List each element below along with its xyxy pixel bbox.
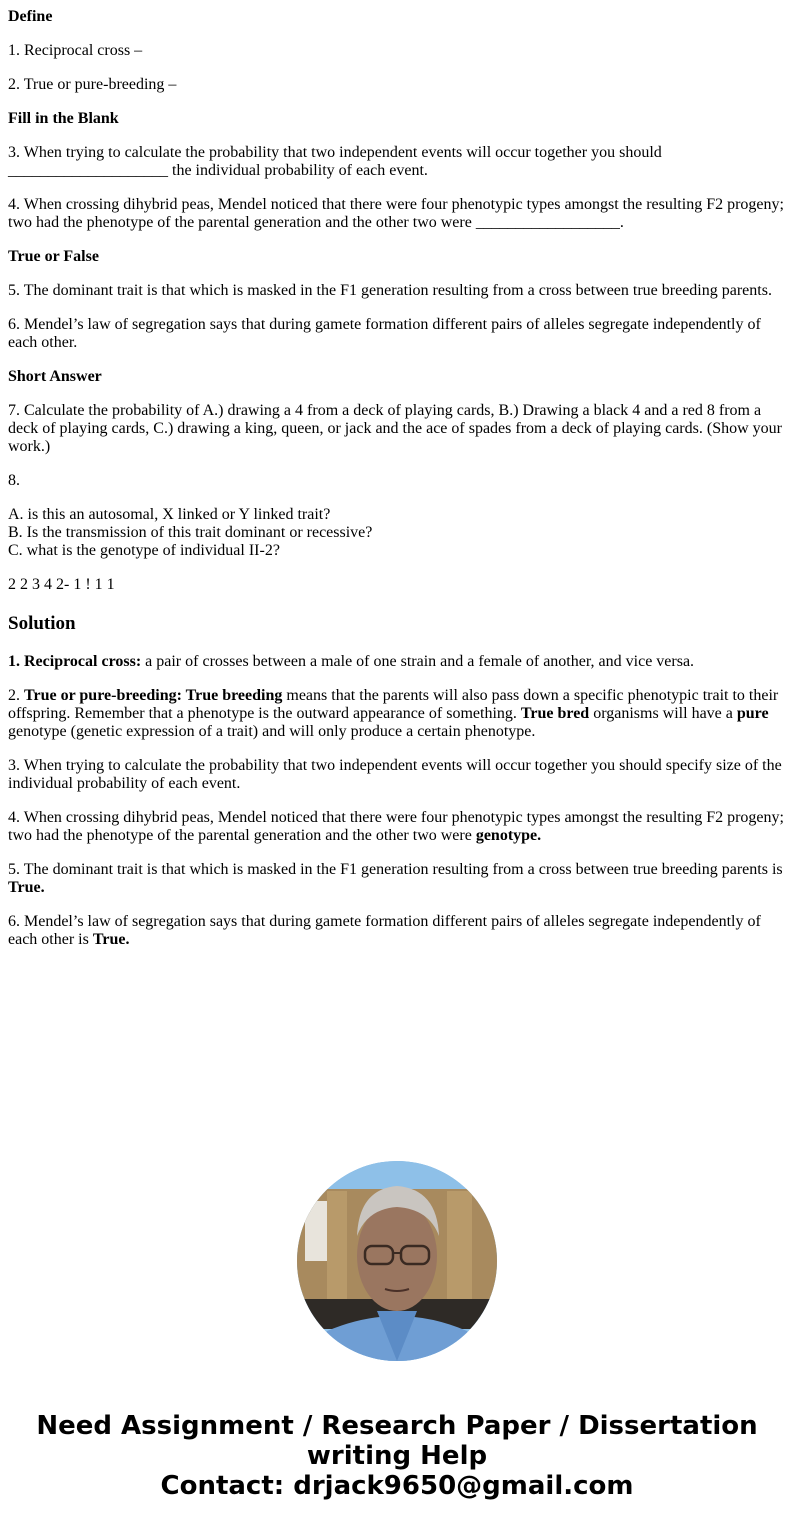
promo-text	[0, 1411, 794, 1501]
question-3	[8, 144, 786, 180]
answer-4-answer: genotype.	[475, 827, 542, 844]
promo-line-2: writing Help	[306, 1441, 488, 1471]
answer-5	[8, 861, 786, 897]
question-4	[8, 196, 786, 232]
answer-2-bold-true-bred: True bred	[520, 705, 590, 722]
answer-1-text: a pair of crosses between a male of one strain and a female of another, and vice versa.	[141, 653, 695, 670]
question-7: 7. Calculate the probability of A.) drawing a 4 from a deck of playing cards, B.) Drawing a black 4 and a red 8 from a deck of playing cards, C.) drawing a king, queen, or jack and the ace of spades from a deck of playing cards. (Show your work.)	[8, 402, 782, 455]
blank-line: ____________________	[8, 162, 168, 179]
answer-4-text: 4. When crossing dihybrid peas, Mendel noticed that there were four phenotypic types amongst the resulting F2 progeny; two had the phenotype of the parental generation and the other two were	[8, 809, 784, 844]
promo-contact-email: Contact: drjack9650@gmail.com	[160, 1471, 634, 1501]
person-photo-icon	[297, 1161, 497, 1361]
section-heading-short-answer: Short Answer	[8, 368, 102, 385]
answer-6-text: 6. Mendel’s law of segregation says that during gamete formation different pairs of alleles segregate independently of each other is	[8, 913, 761, 948]
answer-2-text-2: organisms will have a	[589, 705, 737, 722]
answer-6-answer: True.	[92, 931, 130, 948]
answer-2-text-3: genotype (genetic expression of a trait) and will only produce a certain phenotype.	[8, 723, 536, 740]
section-heading-true-false: True or False	[8, 248, 99, 265]
question-4-text: 4. When crossing dihybrid peas, Mendel noticed that there were four phenotypic types amongst the resulting F2 progeny; two had the phenotype of the parental generation and the other two were	[8, 196, 784, 231]
answer-6	[8, 913, 786, 949]
answer-2-bold-pure: pure	[736, 705, 769, 722]
question-3-text: 3. When trying to calculate the probability that two independent events will occur together you should	[8, 144, 662, 161]
question-6: 6. Mendel’s law of segregation says that during gamete formation different pairs of alleles segregate independently of each other.	[8, 316, 761, 351]
answer-5-answer: True.	[8, 879, 45, 896]
question-1: 1. Reciprocal cross –	[8, 42, 143, 59]
question-8-label: 8.	[8, 472, 20, 489]
pedigree-text: 2 2 3 4 2- 1 ! 1 1	[8, 576, 115, 593]
question-2: 2. True or pure-breeding –	[8, 76, 177, 93]
answer-1-term: 1. Reciprocal cross:	[8, 653, 142, 670]
question-8b: B. Is the transmission of this trait dominant or recessive?	[8, 524, 373, 541]
answer-1	[8, 653, 786, 671]
answer-2-term: True or pure-breeding: True breeding	[24, 687, 283, 704]
answer-4	[8, 809, 786, 845]
answer-2	[8, 687, 786, 741]
question-8c: C. what is the genotype of individual II-2?	[8, 542, 280, 559]
question-4-text-end: .	[619, 214, 624, 231]
answer-2-number: 2.	[8, 687, 24, 704]
question-5: 5. The dominant trait is that which is masked in the F1 generation resulting from a cross between true breeding parents.	[8, 282, 772, 299]
question-3-text-end: the individual probability of each event.	[168, 162, 428, 179]
blank-line: __________________	[475, 214, 620, 231]
avatar	[297, 1161, 497, 1361]
promo-line-1: Need Assignment / Research Paper / Dissertation	[36, 1411, 758, 1441]
solution-heading: Solution	[8, 613, 76, 634]
answer-2-text: means that the parents will also pass down a specific phenotypic trait to their offspring. Remember that a phenotype is the outward appearance of something.	[8, 687, 779, 722]
section-heading-define: Define	[8, 8, 53, 25]
question-8-parts	[8, 506, 786, 560]
section-heading-fill-blank: Fill in the Blank	[8, 110, 119, 127]
answer-3: 3. When trying to calculate the probability that two independent events will occur together you should specify size of the individual probability of each event.	[8, 757, 782, 792]
document-body	[0, 8, 794, 949]
promo-block	[0, 1161, 794, 1501]
answer-5-text: 5. The dominant trait is that which is masked in the F1 generation resulting from a cross between true breeding parents is	[8, 861, 783, 878]
question-8a: A. is this an autosomal, X linked or Y linked trait?	[8, 506, 331, 523]
